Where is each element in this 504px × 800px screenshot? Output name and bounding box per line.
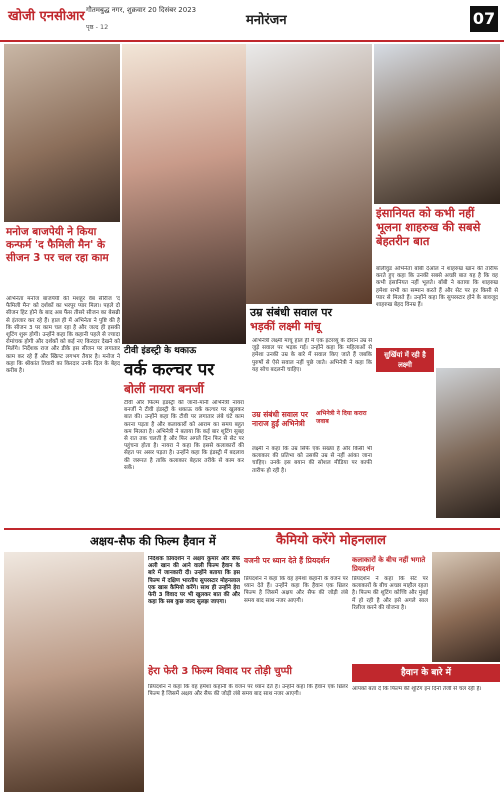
page-number: 07 [470, 6, 498, 32]
manoj-body: अभिनेता मनोज बाजपेयी की मशहूर वेब सीरीज 'द फैमिली मैन' को दर्शकों का भरपूर प्यार मिला। पहले दो सीजन हिट होने के बाद अब फैंस तीसरे सीजन का बेसब्री से इंतजार कर रहे हैं। हाल ही में अभिनेता ने पुष्टि की है कि सीजन 3 पर काम चल रहा है और जल्द ही इसकी शूटिंग शुरू होगी। उन्होंने कहा कि कहानी पहले से ज्यादा रोमांचक होगी और दर्शकों को कई नए किरदार देखने को मिलेंगे। निर्देशक राज और डीके इस सीजन पर लगातार काम कर रहे हैं और स्क्रिप्ट लगभग तैयार है। मनोज ने कहा कि श्रीकांत तिवारी का किरदार उनके दिल के बेहद करीब है। [6, 296, 120, 375]
haiwaan-headline-black: अक्षय-सैफ की फिल्म हैवान में [90, 534, 216, 548]
priyadarshan-photo [4, 552, 144, 792]
quote-box: सुर्खियां में रही है लक्ष्मी [376, 348, 434, 372]
section-divider [4, 528, 500, 530]
section-title: मनोरंजन [246, 13, 287, 28]
herapheri-subhead: हेरा फेरी 3 फिल्म विवाद पर तोड़ी चुप्पी [148, 666, 292, 677]
lakshmi-subhead: उम्र संबंधी सवाल पर नाराज हुईं अभिनेत्री [252, 410, 308, 428]
newspaper-logo: खोजी एनसीआर [8, 9, 85, 24]
col3-headline: कलाकारों के बीच नहीं भगाते प्रियदर्शन [352, 556, 426, 573]
haiwaan-headline-red: कैमियो करेंगे मोहनलाल [276, 533, 386, 548]
col2-headline: वजनी पर ध्यान देते हैं प्रियदर्शन [244, 556, 330, 565]
lakshmi-body2: लक्ष्मी ने कहा कि उम्र सिर्फ एक संख्या है और किसी भी कलाकार की प्रतिभा को उसकी उम्र से नहीं आंका जाना चाहिए। उनके इस बयान की सोशल मीडिया पर काफी तारीफ हो रही है। [252, 446, 372, 474]
issue-date: गौतमबुद्ध नगर, शुक्रवार 20 दिसंबर 2023 [86, 6, 197, 14]
nayra-body: टीवी और फिल्म इंडस्ट्री की जानी-मानी अभिनेत्री नायरा बनर्जी ने टीवी इंडस्ट्री के थकाऊ वर्क कल्चर पर खुलकर बात की। उन्होंने कहा कि टीवी पर लगातार लंबे घंटे काम करना पड़ता है और कलाकारों को आराम का समय बहुत कम मिलता है। अभिनेत्री ने बताया कि कई बार शूटिंग सुबह से रात तक चलती है और फिर अगले दिन फिर से सेट पर पहुंचना होता है। नायरा ने कहा कि इससे कलाकारों की सेहत पर असर पड़ता है। उन्होंने कहा कि इंडस्ट्री में बदलाव की जरूरत है ताकि कलाकार बेहतर तरीके से काम कर सकें। [124, 400, 244, 471]
haiwaan-intro: निर्देशक प्रियदर्शन ने अक्षय कुमार और सैफ अली खान की आने वाली फिल्म हैवान के बारे में जानकारी दी। उन्होंने बताया कि इस फिल्म में दक्षिण भारतीय सुपरस्टार मोहनलाल एक खास कैमियो करेंगे। साथ ही उन्होंने हेरा फेरी 3 विवाद पर भी खुलकर बात की और कहा कि सब कुछ जल्द सुलझ जाएगा। [148, 556, 240, 606]
haiwaan-badge: हैवान के बारे में [352, 664, 500, 682]
herapheri-body: प्रियदर्शन ने कहा कि वह हमेशा कहानी के वजन पर ध्यान देते हैं। उन्होंने कहा कि हैवान एक थ्रिलर फिल्म है जिसमें अक्षय और सैफ की जोड़ी लंबे समय बाद साथ नजर आएगी। [148, 684, 348, 698]
manoj-headline: मनोज बाजपेयी ने किया कन्फर्म 'द फैमिली मैन' के सीजन 3 पर चल रहा काम [6, 226, 109, 264]
nayra-headline-red: बोलीं नायरा बनर्जी [124, 382, 204, 396]
bobby-body: बॉलीवुड अभिनेता बॉबी देओल ने शाहरुख खान की तारीफ करते हुए कहा कि उनकी सबसे अच्छी बात यह है कि वह कभी इंसानियत नहीं भूलते। बॉबी ने बताया कि शाहरुख हमेशा सभी का सम्मान करते हैं और सेट पर हर किसी से प्यार से मिलते हैं। उन्होंने कहा कि सुपरस्टार होने के बावजूद शाहरुख बेहद विनम्र हैं। [376, 266, 498, 309]
nayra-banerjee-photo [122, 44, 246, 344]
nayra-kicker: टीवी इंडस्ट्री के थकाऊ [124, 346, 197, 356]
lakshmi-body: अभिनेत्री लक्ष्मी मांचू हाल ही में एक इंटरव्यू के दौरान उम्र से जुड़े सवाल पर भड़क गईं। उन्होंने कहा कि महिलाओं से हमेशा उनकी उम्र के बारे में सवाल किए जाते हैं जबकि पुरुषों से ऐसे सवाल नहीं पूछे जाते। अभिनेत्री ने कहा कि यह सोच बदलनी चाहिए। [252, 338, 372, 373]
issue-meta: पृष्ठ - 12 [86, 23, 109, 31]
mohanlal-photo [432, 552, 500, 662]
lakshmi-manchu-photo [246, 44, 372, 304]
haiwaan-side-body: आपको बता दें कि फिल्म की शूटिंग इन दिनों तेजी से चल रही है। [352, 686, 482, 692]
lakshmi-headline-red: भड़कीं लक्ष्मी मांचू [250, 320, 321, 333]
shahrukh-khan-photo [436, 368, 500, 518]
lakshmi-subhead2: अभिनेत्री ने दिया करारा जवाब [316, 410, 367, 425]
bobby-headline: इंसानियत को कभी नहीं भूलना शाहरुख की सबसे बेहतरीन बात [376, 206, 481, 248]
manoj-bajpayee-photo [4, 44, 120, 222]
lakshmi-headline-black: उम्र संबंधी सवाल पर [250, 306, 333, 319]
bobby-deol-photo [374, 44, 500, 204]
col3-body: प्रियदर्शन ने कहा कि सेट पर कलाकारों के बीच अच्छा माहौल रहता है। फिल्म की शूटिंग कोच्चि और मुंबई में हो रही है और इसे अगले साल रिलीज करने की योजना है। [352, 576, 428, 611]
col2-body: प्रियदर्शन ने कहा कि वह हमेशा कहानी के वजन पर ध्यान देते हैं। उन्होंने कहा कि हैवान एक थ्रिलर फिल्म है जिसमें अक्षय और सैफ की जोड़ी लंबे समय बाद साथ नजर आएगी। [244, 576, 348, 604]
nayra-headline: वर्क कल्चर पर [124, 360, 215, 380]
